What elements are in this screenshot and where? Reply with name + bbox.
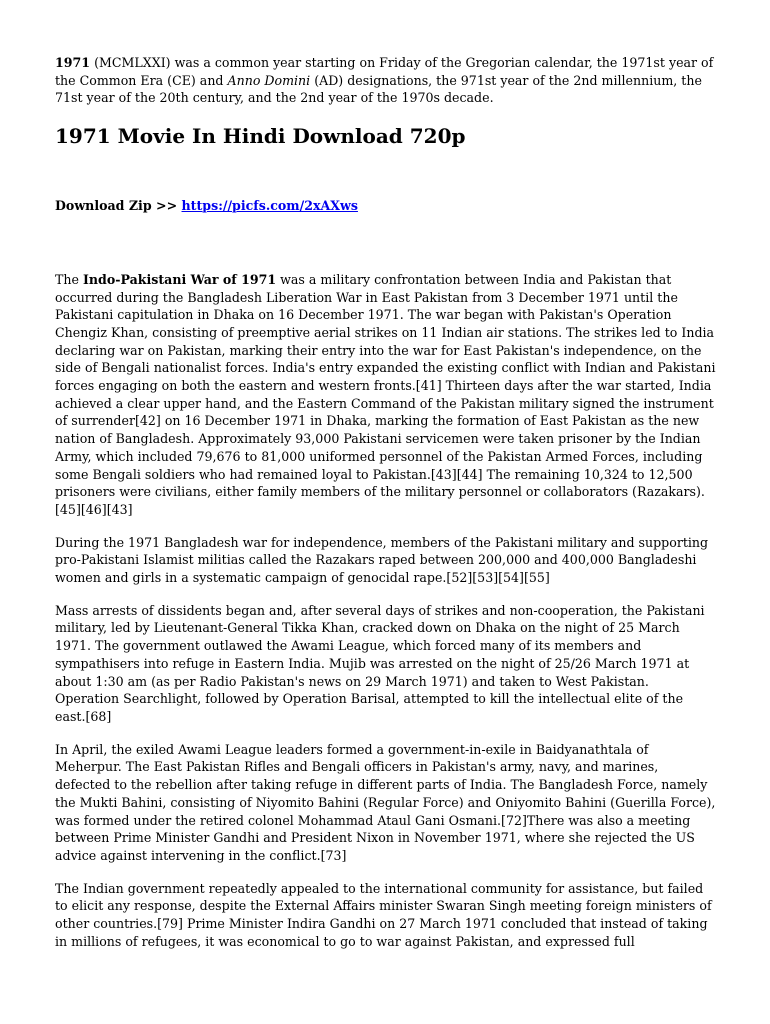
download-link[interactable]: https://picfs.com/2xAXws bbox=[181, 198, 358, 214]
p1-bold-term: Indo-Pakistani War of 1971 bbox=[82, 271, 277, 287]
article-paragraph-2: During the 1971 Bangladesh war for independence, members of the Pakistani military and supporting pro-Pakistani Islamist militias called the Razakars raped between 200,000 and 400,000 Bangladeshi women and girls in a systematic campaign of genocidal rape.[52][53][54][55] bbox=[55, 534, 709, 586]
article-paragraph-5: The Indian government repeatedly appealed to the international community for assistance, but failed to elicit any response, despite the External Affairs minister Swaran Singh meeting foreign ministers of other countries.[79] Prime Minister Indira Gandhi on 27 March 1971 concluded that instead of taking in millions of refugees, it was economical to go to war against Pakistan, and expressed full bbox=[55, 880, 712, 949]
article-paragraph-1 bbox=[55, 271, 717, 519]
download-label: Download Zip >> bbox=[55, 198, 182, 214]
intro-paragraph bbox=[55, 54, 717, 107]
intro-bold-term: 1971 bbox=[55, 55, 91, 70]
article-body bbox=[55, 271, 717, 951]
article-paragraph-4: In April, the exiled Awami League leaders formed a government-in-exile in Baidyanathtala of Meherpur. The East Pakistan Rifles and Bengali officers in Pakistan's army, navy, and marines, defected to the rebellion after taking refuge in different parts of India. The Bangladesh Force, namely the Mukti Bahini, consisting of Niyomito Bahini (Regular Force) and Oniyomito Bahini (Guerilla Force), was formed under the retired colonel Mohammad Ataul Gani Osmani.[72]There was also a meeting between Prime Minister Gandhi and President Nixon in November 1971, where she rejected the US advice against intervening in the conflict.[73] bbox=[55, 741, 716, 863]
document-content bbox=[55, 54, 717, 965]
intro-text-2: (AD) designations, the 971st year of the 2nd millennium, the 71st year of the 20th century, and the 2nd year of the 1970s decade. bbox=[55, 72, 702, 106]
download-line bbox=[55, 197, 717, 215]
page-title: 1971 Movie In Hindi Download 720p bbox=[55, 124, 466, 149]
p1-text: was a military confrontation between India and Pakistan that occurred during the Bangladesh Liberation War in East Pakistan from 3 December 1971 until the Pakistani capitulation in Dhaka on 16 December 1971. The war began with Pakistan's Operation Chengiz Khan, consisting of preemptive aerial strikes on 11 Indian air stations. The strikes led to India declaring war on Pakistan, marking their entry into the war for East Pakistan's independence, on the side of Bengali nationalist forces. India's entry expanded the existing conflict with Indian and Pakistani forces engaging on both the eastern and western fronts.[41] Thirteen days after the war started, India achieved a clear upper hand, and the Eastern Command of the Pakistan military signed the instrument of surrender[42] on 16 December 1971 in Dhaka, marking the formation of East Pakistan as the new nation of Bangladesh. Approximately 93,000 Pakistani servicemen were taken prisoner by the Indian Army, which included 79,676 to 81,000 uniformed personnel of the Pakistan Armed Forces, including some Bengali soldiers who had remained loyal to Pakistan.[43][44] The remaining 10,324 to 12,500 prisoners were civilians, either family members of the military personnel or collaborators (Razakars).[45][46][43] bbox=[55, 271, 716, 517]
article-paragraph-3: Mass arrests of dissidents began and, after several days of strikes and non-cooperation, the Pakistani military, led by Lieutenant-General Tikka Khan, cracked down on Dhaka on the night of 25 March 1971. The government outlawed the Awami League, which forced many of its members and sympathisers into refuge in Eastern India. Mujib was arrested on the night of 25/26 March 1971 at about 1:30 am (as per Radio Pakistan's news on 29 March 1971) and taken to West Pakistan. Operation Searchlight, followed by Operation Barisal, attempted to kill the intellectual elite of the east.[68] bbox=[55, 602, 705, 724]
p1-lead: The bbox=[55, 271, 83, 287]
intro-italic-term: Anno Domini bbox=[227, 72, 311, 88]
intro-text-1: (MCMLXXI) was a common year starting on Friday of the Gregorian calendar, the 1971st year of the Common Era (CE) and bbox=[55, 55, 714, 88]
